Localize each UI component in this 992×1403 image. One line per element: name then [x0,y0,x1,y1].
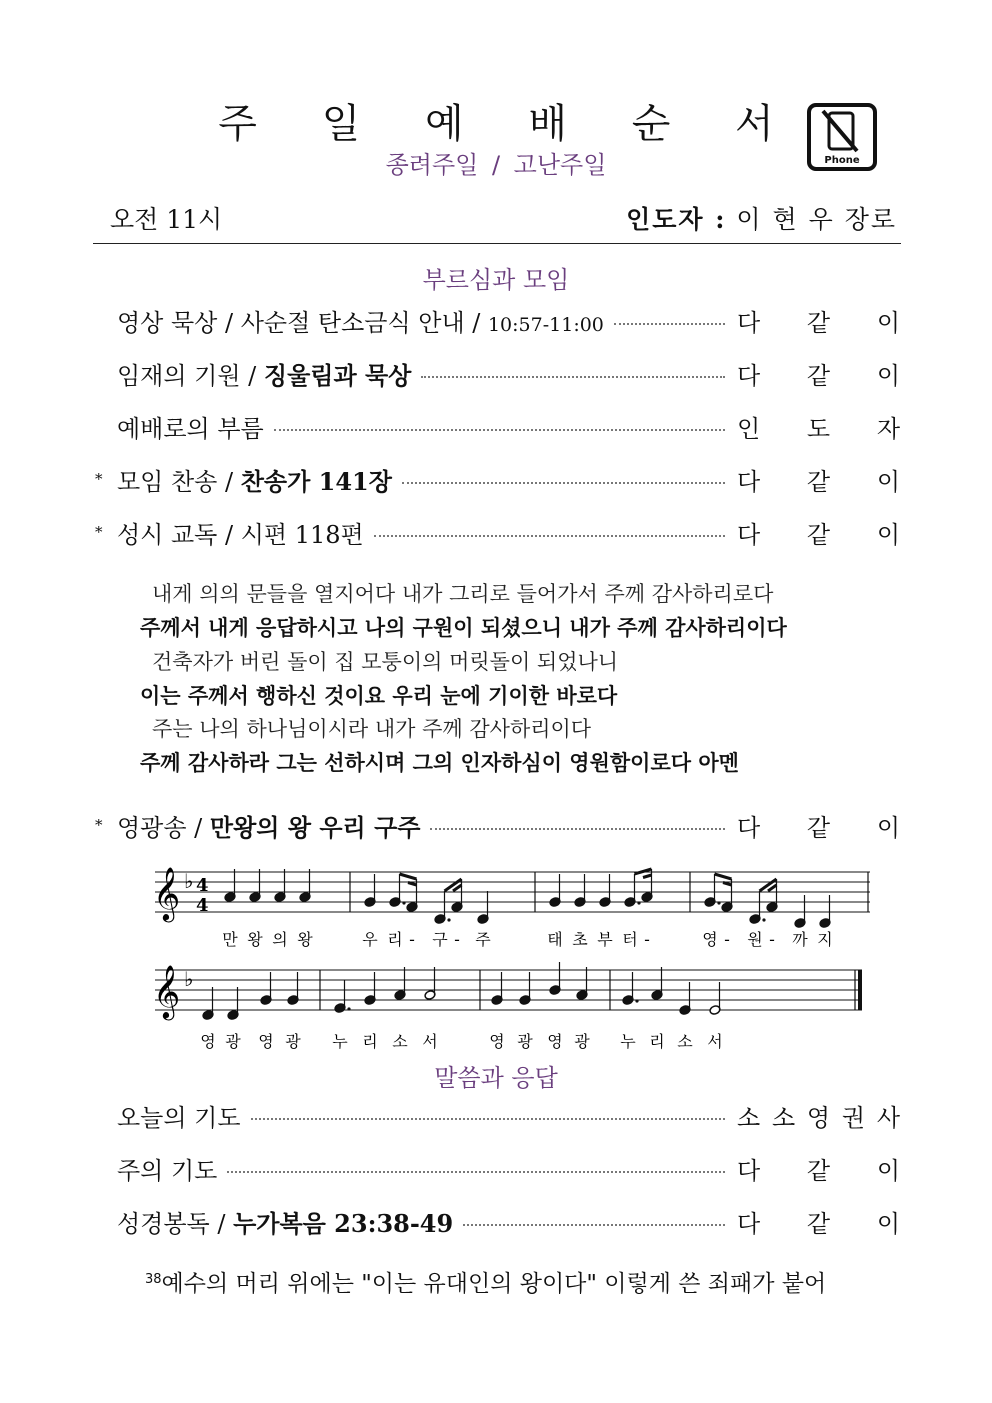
flat-key: ♭ [184,967,194,991]
lyric-syllable: 왕 [297,930,313,949]
note-dot [347,1007,350,1010]
lyric-syllable: 리 [387,930,403,949]
lyric-syllable: 광 [517,1032,533,1051]
order-item-label [117,1151,217,1186]
reading-leader-line: 건축자가 버린 돌이 집 모퉁이의 머릿돌이 되었나니 [152,650,619,674]
who-char: 이 [876,467,900,496]
who-char: 영 [806,1103,831,1132]
section-gathering-title: 부르심과 모임 [422,266,570,294]
leader-dots [421,376,725,378]
label-bold: 찬송가 141장 [240,466,392,496]
note-dot [637,901,640,904]
order-item-label [117,1204,453,1239]
label-time: 10:57-11:00 [487,313,604,336]
lyric-syllable: - [769,930,775,949]
leader-dots [463,1224,725,1226]
gloria-score [150,860,880,1055]
lyric-syllable: 우 [362,930,378,949]
note-dot [635,999,638,1002]
lyric-syllable: 터 [622,930,638,949]
lyric-syllable: 만 [222,930,238,949]
label-plain: 오늘의 기도 [117,1103,241,1132]
gloria-row [95,805,900,845]
order-item-who [737,1151,900,1186]
lyric-syllable: 영 [200,1032,216,1051]
gloria-label [117,808,420,843]
who-char: 다 [737,1156,761,1185]
label-plain: 임재의 기원 / [117,361,264,390]
service-time: 오전 11시 [110,205,223,234]
order-item [95,353,900,393]
note-beam [408,883,417,886]
gloria-label-plain: 영광송 / [117,813,210,842]
lyric-syllable: - [644,930,650,949]
lyric-syllable: - [724,930,730,949]
leader-name: 이 현 우 장로 [736,205,897,234]
who-char: 다 [737,467,761,496]
order-item-who [737,462,900,497]
label-plain: 영상 묵상 / 사순절 탄소금식 안내 / [117,308,488,337]
label-bold: 징울림과 묵상 [263,360,412,390]
lyric-syllable: 리 [362,1032,378,1051]
order-item-who [737,1204,900,1239]
lyric-syllable: 원 [747,930,763,949]
lyric-syllable: 지 [817,930,833,949]
verse-text: 예수의 머리 위에는 "이는 유대인의 왕이다" 이렇게 쓴 죄패가 붙어 [161,1271,827,1297]
order-item-who [737,303,900,338]
leader-label: 인도자 : [626,205,727,234]
who-char: 이 [876,813,900,842]
order-item-who [737,409,900,444]
lyric-syllable: 초 [572,930,588,949]
order-item [95,1201,900,1241]
who-char: 소 [737,1103,761,1132]
who-char: 이 [876,361,900,390]
who-char: 같 [806,308,831,337]
order-item [95,406,900,446]
who-char: 같 [806,813,831,842]
lyric-syllable: - [454,930,460,949]
lyric-syllable: 영 [547,1032,563,1051]
who-char: 사 [876,1103,900,1132]
leader-dots [251,1118,725,1120]
who-char: 소 [771,1103,796,1132]
order-item-label [117,409,264,444]
leader-dots [614,323,725,325]
lyric-syllable: 태 [547,930,563,949]
order-item-label [117,303,604,338]
standing-mark: * [95,816,103,834]
who-char: 도 [806,414,831,443]
who-char: 같 [806,1209,831,1238]
who-char: 다 [737,361,761,390]
who-char: 다 [737,1209,761,1238]
note-dot [762,918,765,921]
leader-dots [430,828,725,830]
gloria-label-bold: 만왕의 왕 우리 구주 [209,812,421,842]
standing-mark: * [95,523,103,541]
order-item-label [117,515,364,550]
reading-people-line: 주께서 내게 응답하시고 나의 구원이 되셨으니 내가 주께 감사하리이다 [140,616,787,640]
label-plain: 성시 교독 / 시편 118편 [117,520,364,549]
time-sig-bottom: 4 [196,895,209,916]
reading-people-line: 이는 주께서 행하신 것이요 우리 눈에 기이한 바로다 [140,684,618,708]
order-item-label [117,462,392,497]
staff-line1 [153,866,870,949]
page-title: 주 일 예 배 순 서 [218,101,800,147]
reading-people-line: 주께 감사하라 그는 선하시며 그의 인자하심이 영원함이로다 아멘 [140,751,739,775]
leader-dots [374,535,725,537]
lyric-syllable: 서 [707,1032,723,1051]
label-plain: 주의 기도 [117,1156,218,1185]
order-item [95,512,900,552]
service-leader [626,200,897,236]
lyric-syllable: 주 [475,930,491,949]
lyric-syllable: 누 [332,1032,348,1051]
flat-key: ♭ [184,869,194,893]
lyric-syllable: 광 [574,1032,590,1051]
note-beam [643,875,652,878]
note-beam [715,874,732,879]
label-plain: 성경봉독 / [117,1209,234,1238]
standing-mark: * [95,470,103,488]
verse-number: 38 [145,1272,162,1287]
leader-dots [402,482,725,484]
note-beam [723,883,732,886]
order-item [95,1095,900,1135]
lyric-syllable: 영 [489,1032,505,1051]
who-char: 다 [737,308,761,337]
lyric-syllable: 구 [432,930,448,949]
order-item-label [117,1098,241,1133]
who-char: 자 [876,414,900,443]
who-char: 이 [876,1156,900,1185]
header-divider [93,243,901,244]
staff-line2 [153,962,862,1051]
treble-clef: 𝄞 [153,964,181,1018]
lyric-syllable: 광 [225,1032,241,1051]
who-char: 같 [806,467,831,496]
who-char: 이 [876,520,900,549]
who-char: 다 [737,520,761,549]
leader-dots [227,1171,725,1173]
phone-icon-label: Phone [824,155,860,166]
who-char: 다 [737,813,761,842]
lyric-syllable: 누 [620,1032,636,1051]
leader-dots [274,429,725,431]
order-item-label [117,356,411,391]
order-item [95,1148,900,1188]
no-phone-icon [807,103,877,171]
who-char: 같 [806,361,831,390]
lyric-syllable: 부 [597,930,613,949]
lyric-syllable: 왕 [247,930,263,949]
reading-leader-line: 내게 의의 문들을 열지어다 내가 그리로 들어가서 주께 감사하리로다 [152,582,774,606]
who-char: 이 [876,1209,900,1238]
reading-leader-line: 주는 나의 하나님이시라 내가 주께 감사하리이다 [152,717,592,741]
lyric-syllable: 광 [285,1032,301,1051]
order-item-who [737,515,900,550]
lyric-syllable: 영 [702,930,718,949]
gloria-who [737,808,900,843]
who-char: 같 [806,520,831,549]
note-dot [447,918,450,921]
lyric-syllable: 리 [649,1032,665,1051]
lyric-syllable: 서 [422,1032,438,1051]
lyric-syllable: 의 [272,930,288,949]
note-dot [717,901,720,904]
scripture-text [145,1265,826,1298]
who-char: 권 [841,1103,866,1132]
label-plain: 모임 찬송 / [117,467,241,496]
who-char: 이 [876,308,900,337]
lyric-syllable: - [409,930,415,949]
section-word-title: 말씀과 응답 [434,1064,558,1092]
note-dot [402,901,405,904]
lyric-syllable: 영 [258,1032,274,1051]
label-bold: 누가복음 23:38-49 [233,1208,454,1238]
label-plain: 예배로의 부름 [117,414,264,443]
order-item [95,300,900,340]
page-subtitle: 종려주일 / 고난주일 [385,151,607,179]
order-item-who [737,356,900,391]
lyric-syllable: 소 [677,1032,693,1051]
who-char: 인 [737,414,761,443]
who-char: 같 [806,1156,831,1185]
time-sig-top: 4 [196,875,209,896]
note-beam [400,874,417,879]
lyric-syllable: 까 [792,930,808,949]
order-item [95,459,900,499]
lyric-syllable: 소 [392,1032,408,1051]
treble-clef: 𝄞 [153,866,181,920]
order-item-who [737,1098,900,1133]
